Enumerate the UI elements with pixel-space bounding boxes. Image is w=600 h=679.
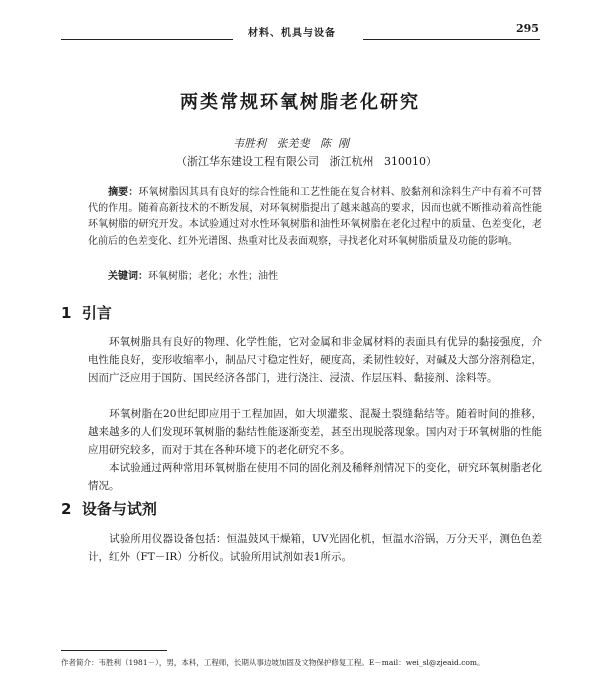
header-rule-right xyxy=(363,39,540,40)
header-journal-name: 材料、机具与设备 xyxy=(248,28,336,39)
keywords xyxy=(88,267,542,282)
equipment-paragraph-1: 试验所用仪器设备包括：恒温鼓风干燥箱，UV光固化机，恒温水浴锅，万分天平，测色色差计，红外（FT－IR）分析仪。试验所用试剂如表1所示。 xyxy=(88,533,542,564)
author-list: 韦胜利 张羌斐 陈 刚 xyxy=(233,137,349,150)
intro-paragraph-2: 环氧树脂在20世纪即应用于工程加固，如大坝灌浆、混凝土裂缝黏结等。随着时间的推移，越来越多的人们发现环氧树脂的黏结性能逐渐变差，甚至出现脱落现象。国内对于环氧树脂的性能应用研究较多，而对于其在各种环境下的老化研究不多。 xyxy=(88,408,542,457)
abstract-text: 环氧树脂因其具有良好的综合性能和工艺性能在复合材料、胶黏剂和涂料生产中有着不可替代的作用。随着高新技术的不断发展，对环氧树脂提出了越来越高的要求，因而也就不断推动着高性能环氧树脂的研究开发。本试验通过对水性环氧树脂和油性环氧树脂在老化过程中的质量、色差变化，老化前后的色差变化、红外光谱图、热重对比及表面观察，寻找老化对环氧树脂质量及功能的影响。 xyxy=(88,187,543,247)
page-number: 295 xyxy=(516,22,539,35)
header-rule-left xyxy=(61,39,233,40)
intro-paragraph-1: 环氧树脂具有良好的物理、化学性能，它对金属和非金属材料的表面具有优异的黏接强度，介电性能良好，变形收缩率小，制品尺寸稳定性好，硬度高，柔韧性较好，对碱及大部分溶剂稳定，因而广泛应用于国防、国民经济各部门，进行浇注、浸渍、作层压料、黏接剂、涂料等。 xyxy=(88,336,542,385)
keywords-text: 环氧树脂；老化；水性；油性 xyxy=(148,271,278,282)
author-affiliation: （浙江华东建设工程有限公司 浙江杭州 310010） xyxy=(176,155,437,168)
abstract-label: 摘要： xyxy=(108,187,139,198)
paper-title: 两类常规环氧树脂老化研究 xyxy=(180,92,420,113)
intro-paragraph-3: 本试验通过两种常用环氧树脂在使用不同的固化剂及稀释剂情况下的变化，研究环氧树脂老化情况。 xyxy=(88,462,542,493)
keywords-label: 关键词： xyxy=(108,271,148,282)
section-heading-equipment: 2 设备与试剂 xyxy=(61,500,157,518)
author-footnote: 作者简介：韦胜利（1981－），男，本科，工程师，长期从事边坡加固及文物保护修复工程。E－mail：wei_sl@zjeaid.com。 xyxy=(61,658,485,667)
abstract xyxy=(88,185,542,250)
section-heading-introduction: 1 引言 xyxy=(61,304,112,322)
footnote-rule xyxy=(61,650,167,651)
